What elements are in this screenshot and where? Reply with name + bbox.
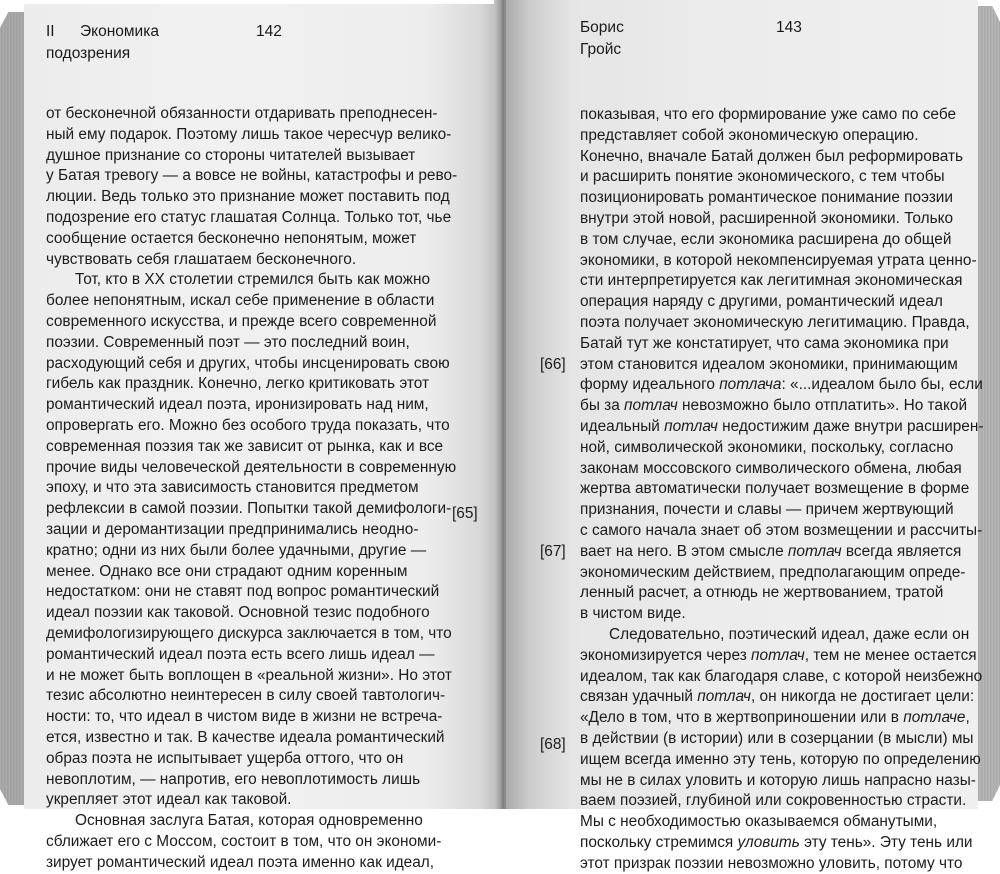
text-line: и расширить понятие экономического, с тем чтобы: [580, 168, 945, 186]
margin-reference: [65]: [452, 505, 478, 522]
left-section-number: II: [46, 23, 55, 40]
text-line: экономизируется через потлач, тем не менее остается: [580, 646, 977, 664]
text-line: вает на него. В этом смысле потлач всегда является: [580, 542, 962, 560]
text-line: с самого начала знает об этом возмещении и рассчиты-: [580, 521, 983, 539]
left-body-text: [46, 104, 457, 873]
text-line: романтический идеал поэта есть всего лишь идеал —: [46, 645, 435, 663]
text-line: Основная заслуга Батая, которая одновременно: [75, 812, 423, 830]
left-page: [24, 4, 498, 871]
text-line: этот призрак поэзии невозможно уловить, потому что: [580, 854, 963, 872]
text-line: операция наряду с другими, романтический идеал: [580, 293, 943, 311]
text-line: Тот, кто в XX столетии стремился быть как можно: [75, 271, 431, 289]
text-line: ищем всегда именно эту тень, которую по определению: [580, 750, 981, 768]
left-running-title-line2: подозрения: [46, 45, 131, 62]
text-line: менее. Однако все они страдают одним коренным: [46, 562, 408, 580]
text-line: связан удачный потлач, он никогда не достигает цели:: [580, 688, 975, 706]
text-line: этом становится идеалом экономики, принимающим: [580, 355, 958, 373]
text-line: прочие виды человеческой деятельности в современную: [46, 458, 457, 476]
text-line: Следовательно, поэтический идеал, даже если он: [609, 625, 970, 643]
text-line: ности: то, что идеал в чистом виде в жизни не встреча-: [46, 708, 443, 726]
text-line: ленный расчет, а отнюдь не жертвованием, тратой: [580, 584, 944, 602]
text-line: и не может быть воплощен в «реальной жизни». Но этот: [46, 666, 452, 684]
text-line: признания, почести и славы — причем жертвующий: [580, 501, 954, 519]
text-line: позиционировать романтическое понимание поэзии: [580, 189, 953, 207]
text-line: Мы с необходимостью оказываемся обманутыми,: [580, 813, 938, 831]
text-line: идеалом, так как благодаря славе, с которой неизбежно: [580, 667, 983, 685]
text-line: романтический идеал поэта, иронизировать над ним,: [46, 396, 429, 414]
text-line: ется, известно и так. В качестве идеала романтический: [46, 728, 445, 746]
text-line: чувствовать себя глашатаем бесконечного.: [46, 250, 357, 268]
text-line: сти интерпретируется как легитимная экономическая: [580, 272, 963, 290]
text-line: люции. Ведь только это признание может поставить под: [46, 188, 450, 206]
right-page: [506, 0, 984, 872]
right-page-number: 143: [776, 19, 802, 36]
text-line: укрепляет этот идеал как таковой.: [46, 791, 292, 809]
text-line: бы за потлач невозможно было отплатить». Но такой: [580, 397, 968, 415]
text-line: поэта получает экономическую легитимацию. Правда,: [580, 313, 970, 331]
text-line: невоплотим, — напротив, его невоплотимость лишь: [46, 770, 421, 788]
text-line: современного искусства, и прежде всего современной: [46, 312, 437, 330]
margin-reference: [68]: [540, 736, 566, 753]
text-line: в том случае, если экономика расширена до общей: [580, 230, 952, 248]
left-running-title-line1: Экономика: [80, 23, 159, 40]
text-line: сообщение остается бесконечно непонятым, может: [46, 229, 417, 247]
right-body-text: [580, 105, 983, 874]
right-running-author-line2: Гройс: [580, 41, 622, 58]
text-line: Конечно, вначале Батай должен был реформировать: [580, 147, 964, 165]
text-line: ный ему подарок. Поэтому лишь такое чересчур велико-: [46, 125, 452, 143]
text-line: от бесконечной обязанности отдаривать преподнесен-: [46, 105, 438, 122]
right-running-author-line1: Борис: [580, 19, 624, 36]
text-line: зирует романтический идеал поэта именно как идеал,: [46, 853, 435, 871]
text-line: ной, символической экономики, поскольку, согласно: [580, 438, 954, 456]
text-line: идеальный потлач недостижим даже внутри расширен-: [580, 417, 984, 435]
text-line: поскольку стремимся уловить эту тень». Эту тень или: [580, 833, 973, 851]
text-line: рефлексии в самой поэзии. Попытки такой демифологи-: [46, 500, 452, 518]
left-page-number: 142: [256, 23, 282, 40]
text-line: показывая, что его формирование уже само по себе: [580, 106, 957, 123]
text-line: недостатком: они не ставят под вопрос романтический: [46, 583, 440, 601]
text-line: образ поэта не испытывает ущерба оттого, что он: [46, 749, 404, 767]
text-line: в действии (в истории) или в созерцании (в мысли) мы: [580, 729, 974, 747]
text-line: демифологизирующего дискурса заключается в том, что: [46, 624, 452, 642]
text-line: сближает его с Моссом, состоит в том, что он экономи-: [46, 832, 442, 850]
text-line: Батай тут же констатирует, что сама экономика при: [580, 334, 949, 352]
text-line: зации и деромантизации предпринимались неоднo-: [46, 520, 419, 538]
text-line: экономическим действием, предполагающим опреде-: [580, 563, 966, 581]
text-line: в чистом виде.: [580, 605, 686, 623]
text-line: у Батая тревогу — а вовсе не войны, катастрофы и рево-: [46, 167, 458, 185]
text-line: расходующий себя и других, чтобы инсценировать свою: [46, 354, 450, 372]
text-line: экономики, в которой некомпенсируемая утрата ценно-: [580, 251, 977, 269]
text-line: законам моссовского символического обмена, любая: [580, 459, 962, 477]
text-line: «Дело в том, что в жертвоприношении или в потлаче,: [580, 709, 970, 727]
text-line: мы не в силах уловить и которую лишь напрасно назы-: [580, 771, 976, 789]
text-line: гибель как праздник. Конечно, легко критиковать этот: [46, 375, 430, 393]
text-line: внутри этой новой, расширенной экономики. Только: [580, 209, 954, 227]
margin-reference: [67]: [540, 543, 566, 560]
text-line: тезис абсолютно неинтересен в силу своей тавтологич-: [46, 687, 446, 705]
text-line: ваем поэзией, глубиной или сокровенностью страсти.: [580, 792, 967, 810]
text-line: душное признание со стороны читателей вызывает: [46, 146, 416, 164]
text-line: кратно; одни из них были более удачными, другие —: [46, 541, 427, 559]
text-line: подозрение его статус глашатая Солнца. Только тот, чье: [46, 208, 452, 226]
margin-reference: [66]: [540, 356, 566, 373]
text-line: опровергать его. Можно без особого труда показать, что: [46, 416, 450, 434]
text-line: жертва автоматически получает возмещение в форме: [580, 480, 970, 498]
text-line: идеал поэзии как таковой. Основной тезис подобного: [46, 604, 430, 622]
text-line: современная поэзия так же зависит от рынка, как и все: [46, 437, 444, 455]
text-line: представляет собой экономическую операцию.: [580, 126, 919, 144]
text-line: формy идеального потлача: «...идеалом было бы, если: [580, 376, 983, 394]
text-line: эпоху, и что эта зависимость становится предметом: [46, 479, 419, 497]
text-line: более непонятным, искал себе применение в области: [46, 292, 435, 310]
text-line: поэзии. Современный поэт — это последний воин,: [46, 333, 410, 351]
